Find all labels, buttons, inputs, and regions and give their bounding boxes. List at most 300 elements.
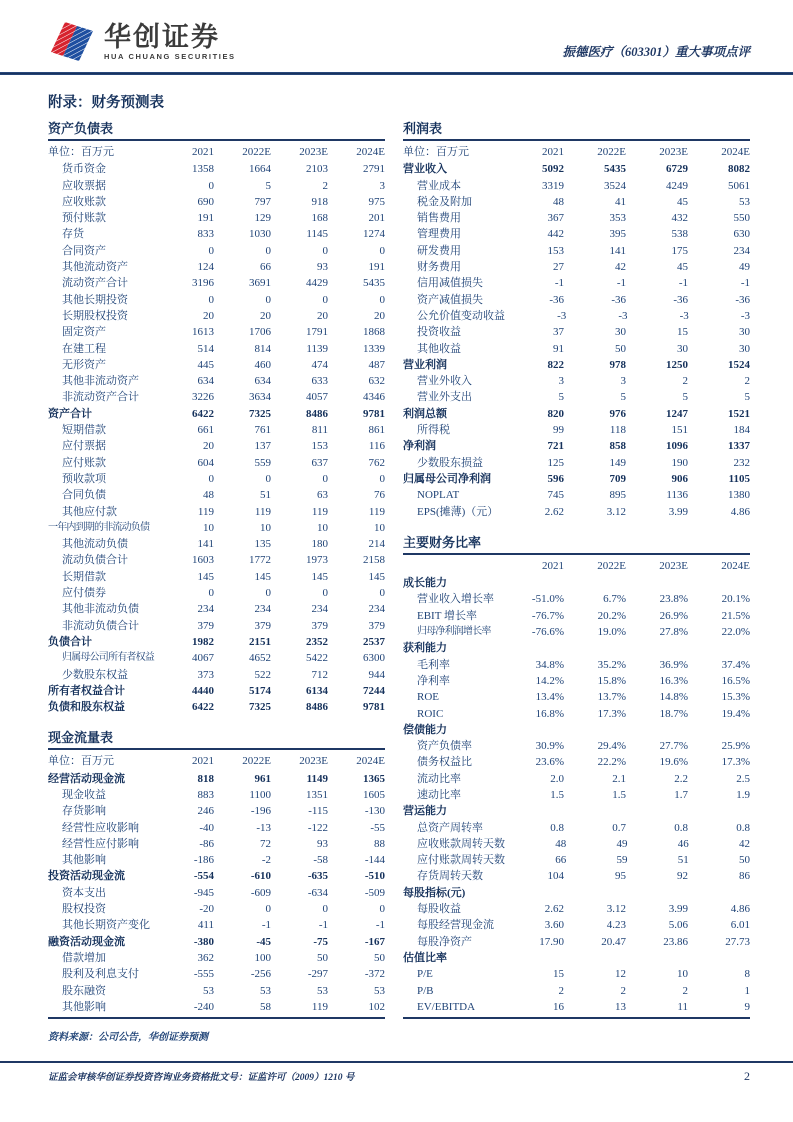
row-label: 净利率	[417, 674, 450, 687]
report-title: 振德医疗（603301）重大事项点评	[562, 45, 750, 59]
cell-value: 1145	[306, 228, 328, 241]
cell-value: 50	[374, 951, 385, 964]
table-row	[48, 966, 385, 982]
row-label: 经营性应收影响	[62, 821, 139, 834]
table-column-headers	[403, 558, 750, 574]
row-label: EV/EBITDA	[417, 1000, 476, 1013]
table-row	[48, 803, 385, 819]
table-row	[48, 699, 385, 715]
table-row	[48, 292, 385, 308]
row-label: 少数股东权益	[62, 668, 128, 681]
table-row	[403, 406, 750, 422]
row-label: 存货周转天数	[417, 870, 483, 883]
table-row	[48, 178, 385, 194]
cell-value: -3	[740, 309, 750, 322]
cell-value: 634	[254, 375, 271, 388]
cell-value: 4067	[192, 652, 214, 665]
row-label: NOPLAT	[417, 489, 460, 502]
cell-value	[502, 575, 564, 591]
row-label: 每股经营现金流	[417, 919, 494, 932]
cell-value: 944	[368, 668, 385, 681]
cell-value: 2151	[249, 635, 271, 648]
row-label: 应收账款	[62, 195, 106, 208]
cell-value: 4652	[249, 652, 271, 665]
cell-value: 22.2%	[597, 756, 626, 769]
table-row	[48, 161, 385, 177]
cell-value: 0.8	[736, 821, 750, 834]
table-row	[403, 608, 750, 624]
cell-value	[688, 950, 750, 966]
table-row	[403, 422, 750, 438]
table-row	[48, 836, 385, 852]
row-label: 财务费用	[417, 261, 461, 274]
row-label: ROIC	[417, 707, 444, 720]
cell-value	[688, 575, 750, 591]
table-row	[48, 438, 385, 454]
row-label: 流动负债合计	[62, 554, 128, 567]
cell-value: 125	[547, 456, 564, 469]
left-column	[48, 120, 385, 1043]
table-row	[403, 178, 750, 194]
cell-value: -945	[193, 886, 214, 899]
cell-value: 3.99	[668, 505, 688, 518]
cell-value: 895	[609, 489, 626, 502]
cell-value: 395	[609, 228, 626, 241]
cell-value	[564, 640, 626, 656]
cell-value: -1	[616, 277, 626, 290]
year-header: 2022E	[242, 755, 271, 768]
cell-value: 353	[609, 212, 626, 225]
cell-value: 10	[374, 521, 385, 534]
cell-value: 1105	[728, 472, 750, 485]
table-title: 资产负债表	[48, 120, 385, 141]
table-row	[48, 194, 385, 210]
cell-value: 797	[254, 195, 271, 208]
row-label: 每股净资产	[417, 935, 472, 948]
cell-value: 0	[322, 244, 328, 257]
cell-value: 46	[677, 837, 689, 850]
cell-value: -1	[678, 277, 688, 290]
row-label: 其他非流动负债	[62, 603, 139, 616]
cell-value: 13.4%	[535, 691, 564, 704]
table-row	[48, 406, 385, 422]
cell-value: -372	[364, 968, 385, 981]
table-row	[403, 706, 750, 722]
table-row	[48, 771, 385, 787]
cell-value: 23.6%	[535, 756, 564, 769]
cell-value: 5174	[249, 684, 271, 697]
row-label: 归属母公司所有者权益	[62, 652, 154, 664]
row-label: 融资活动现金流	[48, 935, 125, 948]
cell-value: 25.9%	[721, 740, 750, 753]
table-row	[48, 950, 385, 966]
cell-value: 3	[558, 375, 564, 388]
cell-value: 961	[254, 772, 271, 785]
cell-value: 918	[311, 195, 328, 208]
cell-value: -1	[318, 919, 328, 932]
cell-value	[626, 722, 688, 738]
cell-value: 1100	[249, 788, 271, 801]
cell-value: 201	[368, 212, 385, 225]
row-label: 信用减值损失	[417, 277, 483, 290]
cell-value: 1791	[306, 326, 328, 339]
table-row	[403, 389, 750, 405]
table-row	[48, 389, 385, 405]
header-divider	[0, 72, 793, 75]
cell-value: 15	[553, 968, 564, 981]
huachuang-logo-icon	[48, 18, 96, 64]
table-row	[48, 373, 385, 389]
brand-logo	[48, 18, 236, 64]
table-row	[48, 226, 385, 242]
row-label: 固定资产	[62, 326, 106, 339]
row-label: 预付账款	[62, 212, 106, 225]
ratios-table	[403, 534, 750, 1019]
table-row	[48, 618, 385, 634]
cell-value: 180	[311, 538, 328, 551]
cell-value: 11	[677, 1000, 688, 1013]
table-row	[48, 820, 385, 836]
cell-value: 37	[553, 326, 564, 339]
row-label: 归母净利润增长率	[417, 626, 491, 638]
table-row	[403, 820, 750, 836]
cell-value: 135	[254, 538, 271, 551]
cell-value: 0.8	[550, 821, 564, 834]
cell-value: 16.3%	[659, 674, 688, 687]
cell-value: -36	[611, 293, 626, 306]
table-row	[403, 259, 750, 275]
table-row	[48, 471, 385, 487]
cell-value: -510	[364, 870, 385, 883]
year-header: 2023E	[299, 755, 328, 768]
table-row	[403, 455, 750, 471]
cell-value: 4.23	[606, 919, 626, 932]
row-label: 合同资产	[62, 244, 106, 257]
table-row	[403, 275, 750, 291]
cell-value	[564, 575, 626, 591]
cell-value: 234	[311, 603, 328, 616]
table-row	[48, 852, 385, 868]
year-header: 2024E	[721, 559, 750, 572]
cell-value	[626, 803, 688, 819]
cell-value: 5422	[306, 652, 328, 665]
table-row	[48, 259, 385, 275]
cell-value: 232	[733, 456, 750, 469]
cell-value: 3	[379, 179, 385, 192]
cell-value: 4249	[666, 179, 688, 192]
table-row	[48, 585, 385, 601]
cell-value: 190	[671, 456, 688, 469]
table-title: 主要财务比率	[403, 534, 750, 555]
table-body	[403, 575, 750, 1019]
cell-value: 3691	[249, 277, 271, 290]
cell-value: -115	[308, 805, 328, 818]
row-label: 应付票据	[62, 440, 106, 453]
table-row	[403, 194, 750, 210]
cell-value: -186	[193, 854, 214, 867]
cell-value: 690	[197, 195, 214, 208]
cell-value: 411	[197, 919, 214, 932]
cell-value: 858	[609, 440, 626, 453]
cell-value: 550	[733, 212, 750, 225]
unit-label: 单位：百万元	[48, 755, 114, 768]
year-header: 2024E	[356, 146, 385, 158]
cell-value: -144	[364, 854, 385, 867]
cell-value: 379	[311, 619, 328, 632]
cell-value: 20.2%	[597, 609, 626, 622]
cell-value: 119	[197, 505, 214, 518]
table-row	[403, 471, 750, 487]
row-label: 存货	[62, 228, 84, 241]
cell-value: 88	[374, 837, 385, 850]
cell-value: 0	[265, 472, 271, 485]
row-label: 资本支出	[62, 886, 106, 899]
table-row	[403, 243, 750, 259]
cell-value: -634	[307, 886, 328, 899]
year-header: 2023E	[299, 146, 328, 158]
cell-value: 634	[197, 375, 214, 388]
cell-value: -76.6%	[531, 626, 564, 639]
table-row	[403, 950, 750, 966]
cell-value: 0	[322, 293, 328, 306]
cell-value: 22.0%	[721, 626, 750, 639]
cell-value: 118	[609, 424, 626, 437]
table-row	[48, 487, 385, 503]
cell-value: 0	[208, 179, 214, 192]
row-label: 营业利润	[403, 358, 447, 371]
row-label: 存货影响	[62, 805, 106, 818]
cell-value: 27.7%	[659, 740, 688, 753]
cell-value: 1973	[306, 554, 328, 567]
cell-value: 4.86	[730, 505, 750, 518]
row-label: 管理费用	[417, 228, 461, 241]
cell-value: 5	[682, 391, 688, 404]
cell-value: -3	[679, 309, 689, 322]
cell-value: 95	[615, 870, 626, 883]
balance-sheet-table	[48, 120, 385, 715]
cell-value: 8082	[728, 163, 750, 176]
cell-value: 833	[197, 228, 214, 241]
table-row	[48, 455, 385, 471]
row-label: 合同负债	[62, 489, 106, 502]
cell-value: 30	[615, 326, 626, 339]
cell-value: 35.2%	[597, 658, 626, 671]
cell-value: 145	[197, 570, 214, 583]
cell-value: -76.7%	[531, 609, 564, 622]
cell-value: 632	[368, 375, 385, 388]
cell-value: 119	[311, 1000, 328, 1013]
cell-value	[688, 722, 750, 738]
cell-value: 883	[197, 788, 214, 801]
table-row	[403, 226, 750, 242]
cell-value: 1337	[728, 440, 750, 453]
table-row	[48, 324, 385, 340]
table-row	[403, 852, 750, 868]
cell-value: 10	[317, 521, 328, 534]
cell-value: 460	[254, 358, 271, 371]
cell-value: 661	[197, 424, 214, 437]
cell-value: 1664	[249, 163, 271, 176]
table-row	[403, 787, 750, 803]
cell-value: 1149	[306, 772, 328, 785]
table-row	[48, 683, 385, 699]
table-row	[48, 243, 385, 259]
table-row	[48, 634, 385, 650]
cell-value: -1	[554, 277, 564, 290]
row-label: 其他应付款	[62, 505, 117, 518]
table-row	[403, 591, 750, 607]
cell-value: 745	[547, 489, 564, 502]
cell-value: 975	[368, 195, 385, 208]
row-label: 无形资产	[62, 358, 106, 371]
table-title: 利润表	[403, 120, 750, 141]
cell-value: 474	[311, 358, 328, 371]
cell-value: 630	[733, 228, 750, 241]
table-row	[403, 373, 750, 389]
year-header: 2021	[542, 146, 564, 158]
cell-value: 1.5	[612, 788, 626, 801]
table-row	[403, 836, 750, 852]
cell-value: 3.12	[606, 903, 626, 916]
cell-value: 175	[671, 244, 688, 257]
row-label: 公允价值变动收益	[417, 309, 505, 322]
cell-value: 41	[615, 195, 626, 208]
cell-value: 814	[254, 342, 271, 355]
cell-value: -240	[193, 1000, 214, 1013]
income-statement-table	[403, 120, 750, 520]
row-label: 应付账款周转天数	[417, 854, 505, 867]
table-row	[403, 722, 750, 738]
year-header: 2022E	[597, 559, 626, 572]
footer-license-text: 证监会审核华创证券投资咨询业务资格批文号：证监许可（2009）1210 号	[48, 1073, 355, 1083]
cell-value: 1339	[363, 342, 385, 355]
cell-value: 538	[671, 228, 688, 241]
row-label: 应收票据	[62, 179, 106, 192]
cell-value: 51	[677, 854, 689, 867]
cell-value: 20	[203, 309, 214, 322]
cell-value: 45	[677, 261, 688, 274]
cell-value: 153	[547, 244, 564, 257]
cell-value: 50	[739, 854, 750, 867]
table-row	[48, 601, 385, 617]
cell-value: 978	[609, 358, 626, 371]
brand-text	[104, 22, 236, 61]
brand-name-cn: 华创证券	[104, 21, 220, 52]
cell-value: 20	[317, 309, 328, 322]
cell-value: 76	[374, 489, 385, 502]
table-row	[403, 341, 750, 357]
cell-value: 6.7%	[603, 593, 626, 606]
cell-value: -122	[307, 821, 328, 834]
cell-value: 20	[374, 309, 385, 322]
brand-name-en: HUA CHUANG SECURITIES	[104, 51, 236, 61]
table-body	[403, 161, 750, 520]
cell-value: 3524	[604, 179, 626, 192]
cell-value: 1247	[666, 407, 688, 420]
cell-value: 522	[254, 668, 271, 681]
cell-value: 93	[317, 837, 328, 850]
cell-value: 1380	[728, 489, 750, 502]
cell-value: 2352	[306, 635, 328, 648]
cell-value: 30	[739, 326, 750, 339]
row-label: 现金收益	[62, 788, 106, 801]
cell-value: 72	[260, 837, 271, 850]
row-label: 负债合计	[48, 635, 92, 648]
cell-value: 2.2	[674, 772, 688, 785]
cell-value: 116	[368, 440, 385, 453]
row-label: 其他长期资产变化	[62, 919, 150, 932]
table-row	[48, 868, 385, 884]
row-label: 所有者权益合计	[48, 684, 125, 697]
cell-value: 818	[197, 772, 214, 785]
row-label: ROE	[417, 691, 439, 704]
cell-value: 2103	[306, 163, 328, 176]
cell-value: 36.9%	[659, 658, 688, 671]
cell-value: 50	[317, 951, 328, 964]
cell-value: 27.8%	[659, 626, 688, 639]
cell-value: 1605	[363, 788, 385, 801]
cell-value: 14.2%	[535, 674, 564, 687]
cell-value: 604	[197, 456, 214, 469]
cell-value: 246	[197, 805, 214, 818]
row-label: 负债和股东权益	[48, 701, 125, 714]
row-label: 营业外收入	[417, 375, 472, 388]
cell-value: 0	[379, 587, 385, 600]
cell-value: 3634	[249, 391, 271, 404]
cell-value: 53	[739, 195, 750, 208]
row-label: 资产减值损失	[417, 293, 483, 306]
table-body	[48, 161, 385, 715]
row-label: 毛利率	[417, 658, 450, 671]
row-label: 流动比率	[417, 772, 461, 785]
cell-value: -45	[256, 935, 271, 948]
table-row	[403, 754, 750, 770]
cell-value: 13.7%	[597, 691, 626, 704]
table-row	[403, 504, 750, 520]
table-row	[403, 983, 750, 999]
row-label: 货币资金	[62, 163, 106, 176]
cell-value: 151	[671, 424, 688, 437]
row-label: 债务权益比	[417, 756, 472, 769]
row-label: 营业外支出	[417, 391, 472, 404]
cell-value: 92	[677, 870, 688, 883]
cell-value: 6300	[363, 652, 385, 665]
cell-value: 53	[374, 984, 385, 997]
cell-value	[626, 950, 688, 966]
table-row	[403, 438, 750, 454]
row-label: 利润总额	[403, 407, 447, 420]
year-header: 2021	[192, 146, 214, 158]
table-body	[48, 771, 385, 1019]
table-row	[403, 657, 750, 673]
row-label: 流动资产合计	[62, 277, 128, 290]
cell-value: 721	[547, 440, 564, 453]
cell-value: 0	[322, 587, 328, 600]
row-label: 股权投资	[62, 903, 106, 916]
row-label: 营业成本	[417, 179, 461, 192]
cell-value: 3	[620, 375, 626, 388]
table-row	[403, 357, 750, 373]
cell-value: -610	[250, 870, 271, 883]
cell-value: 1706	[249, 326, 271, 339]
cell-value: 19.0%	[597, 626, 626, 639]
cell-value: 559	[254, 456, 271, 469]
cell-value: 4429	[306, 277, 328, 290]
cell-value: 16	[553, 1000, 564, 1013]
cell-value: 7325	[249, 407, 271, 420]
table-row	[403, 689, 750, 705]
row-label: 资产负债率	[417, 740, 472, 753]
